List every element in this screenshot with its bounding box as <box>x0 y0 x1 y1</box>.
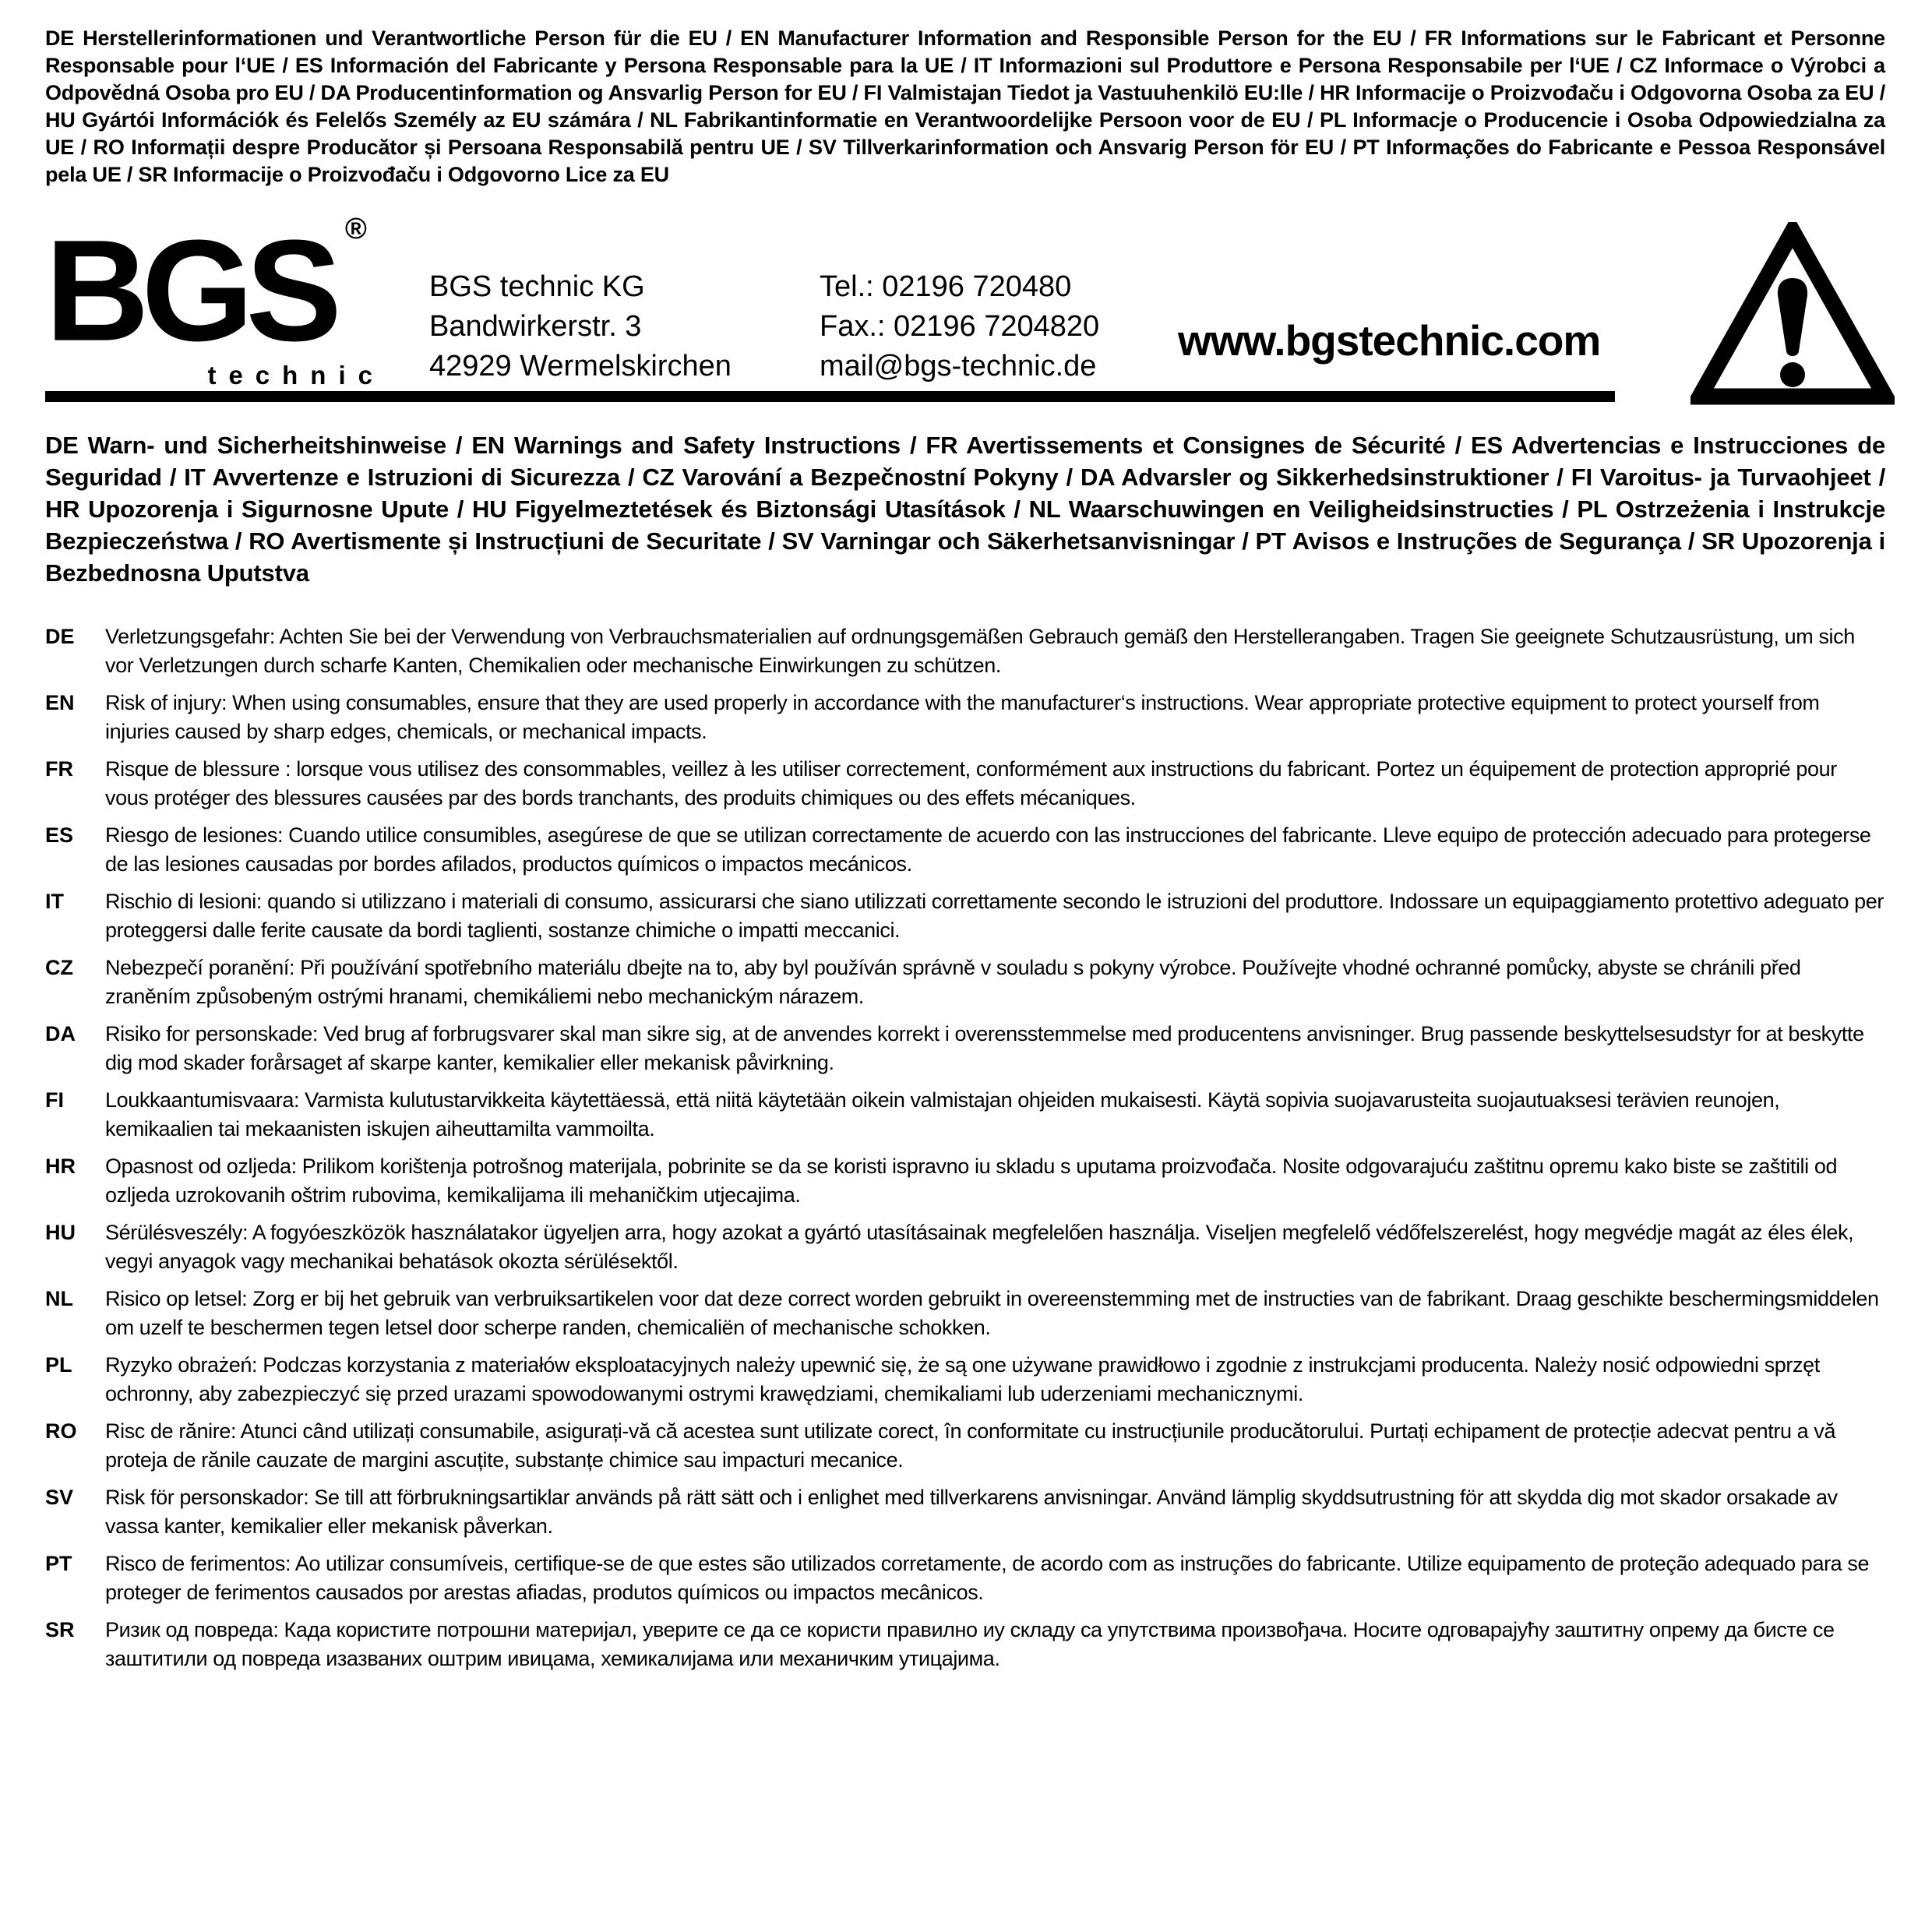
warning-row <box>45 1020 1885 1077</box>
warning-text: Ризик од повреда: Када користите потрошни материјал, уверите се да се користи правилно иу складу са упутствима произвођача. Носите одговарајућу заштитну опрему да бисте се заштитили од повреда изазваних оштрим ивицама, хемикалијама или механичким утицајима. <box>105 1618 1835 1670</box>
warning-row <box>45 954 1885 1011</box>
registered-trademark-icon: ® <box>344 213 367 245</box>
warning-text: Rischio di lesioni: quando si utilizzano i materiali di consumo, assicurarsi che siano utilizzati correttamente secondo le istruzioni del produttore. Indossare un equipaggiamento protettivo adeguato per proteggersi dalle ferite causate da bordi taglienti, sostanze chimiche o impatti meccanici. <box>105 890 1884 942</box>
warning-row <box>45 1549 1885 1607</box>
warning-text: Risk of injury: When using consumables, ensure that they are used properly in accordance with the manufacturer‘s instructions. Wear appropriate protective equipment to protect yourself from injuries caused by sharp edges, chemicals, or mechanical impacts. <box>105 691 1820 743</box>
company-website: www.bgstechnic.com <box>1178 316 1601 365</box>
brand-section <box>45 210 1885 406</box>
warning-language-code: PL <box>45 1353 72 1377</box>
warning-text: Risque de blessure : lorsque vous utilisez des consommables, veillez à les utiliser correctement, conformément aux instructions du fabricant. Portez un équipement de protection approprié pour vous protéger des blessures causées par des bords tranchants, des produits chimiques ou des effets mécaniques. <box>105 757 1837 809</box>
company-address <box>429 267 732 386</box>
manufacturer-header: DE Herstellerinformationen und Verantwortliche Person für die EU / EN Manufacturer Information and Responsible Person for the EU / FR Informations sur le Fabricant et Personne Responsable pour l‘UE / ES Información del Fabricante y Persona Responsable para la UE / IT Informazioni sul Produttore e Persona Responsabile per l‘UE / CZ Informace o Výrobci a Odpovědná Osoba pro EU / DA Producentinformation og Ansvarlig Person for EU / FI Valmistajan Tiedot ja Vastuuhenkilö EU:lle / HR Informacije o Proizvođaču i Odgovorna Osoba za EU / HU Gyártói Információk és Felelős Személy az EU számára / NL Fabrikantinformatie en Verantwoordelijke Persoon voor de EU / PL Informacje o Producencie i Osoba Odpowiedzialna za UE / RO Informații despre Producător și Persoana Responsabilă pentru UE / SV Tillverkarinformation och Ansvarig Person för EU / PT Informações do Fabricante e Pessoa Responsável pela UE / SR Informacije o Proizvođaču i Odgovorno Lice za EU <box>45 26 1885 186</box>
warning-language-code: CZ <box>45 956 73 979</box>
warning-text: Risk för personskador: Se till att förbrukningsartiklar används på rätt sätt och i enlighet med tillverkarens anvisningar. Använd lämplig skyddsutrustning för att skydda dig mot skador orsakade av vassa kanter, kemikalier eller mekanisk påverkan. <box>105 1486 1838 1538</box>
warning-row <box>45 689 1885 746</box>
warning-text: Riesgo de lesiones: Cuando utilice consumibles, asegúrese de que se utilizan correctamente de acuerdo con las instrucciones del fabricante. Lleve equipo de protección adecuado para protegerse de las lesiones causadas por bordes afilados, productos químicos o impactos mecánicos. <box>105 823 1871 876</box>
warning-text: Nebezpečí poranění: Při používání spotřebního materiálu dbejte na to, aby byl používán správně v souladu s pokyny výrobce. Používejte vhodné ochranné pomůcky, abyste se chránili před zraněním způsobeným ostrými hranami, chemikáliemi nebo mechanickým nárazem. <box>105 956 1801 1008</box>
warning-language-code: FI <box>45 1088 64 1112</box>
logo-brand-text: BGS <box>45 210 334 372</box>
warning-language-code: SR <box>45 1618 75 1641</box>
warning-language-code: DA <box>45 1022 76 1045</box>
logo-wordmark <box>45 210 372 372</box>
warning-language-code: ES <box>45 823 74 847</box>
warning-row <box>45 1483 1885 1541</box>
warning-text: Risc de rănire: Atunci când utilizați consumabile, asigurați-vă că acestea sunt utilizate corect, în conformitate cu instrucțiunile producătorului. Purtați echipament de protecție adecvat pentru a vă proteja de rănile cauzate de margini ascuțite, substanțe chimice sau impacturi mecanice. <box>105 1419 1836 1472</box>
warning-row <box>45 821 1885 879</box>
company-email: mail@bgs-technic.de <box>820 350 1097 383</box>
warning-row <box>45 1218 1885 1276</box>
company-contact <box>820 267 1099 386</box>
warning-text: Sérülésveszély: A fogyóeszközök használatakor ügyeljen arra, hogy azokat a gyártó utasításainak megfelelően használja. Viseljen megfelelő védőfelszerelést, hogy megvédje magát az éles élek, vegyi anyagok vagy mechanikai behatások okozta sérülésektől. <box>105 1221 1854 1273</box>
warning-text: Risiko for personskade: Ved brug af forbrugsvarer skal man sikre sig, at de anvendes korrekt i overensstemmelse med producentens anvisninger. Brug passende beskyttelsesudstyr for at beskytte dig mod skader forårsaget af skarpe kanter, kemikalier eller mekanisk påvirkning. <box>105 1022 1864 1074</box>
warning-text: Risco de ferimentos: Ao utilizar consumíveis, certifique-se de que estes são utilizados corretamente, de acordo com as instruções do fabricante. Utilize equipamento de proteção adequado para se proteger de ferimentos causados por arestas afiadas, produtos químicos ou impactos mecânicos. <box>105 1552 1870 1604</box>
warning-text: Verletzungsgefahr: Achten Sie bei der Verwendung von Verbrauchsmaterialien auf ordnungsgemäßen Gebrauch gemäß den Herstellerangaben. Tragen Sie geeignete Schutzausrüstung, um sich vor Verletzungen durch scharfe Kanten, Chemikalien oder mechanische Einwirkungen zu schützen. <box>105 625 1855 677</box>
warning-language-code: NL <box>45 1287 73 1310</box>
warning-language-code: HR <box>45 1155 76 1178</box>
warning-language-code: FR <box>45 757 73 781</box>
section-divider <box>45 391 1615 402</box>
warning-language-code: HU <box>45 1221 76 1244</box>
warning-row <box>45 622 1885 680</box>
warning-row <box>45 1152 1885 1210</box>
warning-text: Ryzyko obrażeń: Podczas korzystania z materiałów eksploatacyjnych należy upewnić się, że są one używane prawidłowo i zgodnie z instrukcjami producenta. Należy nosić odpowiedni sprzęt ochronny, aby zabezpieczyć się przed urazami spowodowanymi ostrymi krawędziami, chemikaliami lub uderzeniami mechanicznymi. <box>105 1353 1820 1405</box>
warning-row <box>45 1417 1885 1475</box>
warning-language-code: DE <box>45 625 75 648</box>
warning-language-code: SV <box>45 1486 74 1509</box>
warnings-list <box>45 622 1885 1673</box>
warning-row <box>45 1285 1885 1342</box>
warning-row <box>45 1086 1885 1144</box>
warning-text: Loukkaantumisvaara: Varmista kulutustarvikkeita käytettäessä, että niitä käytetään oikein valmistajan ohjeiden mukaisesti. Käytä sopivia suojavarusteita suojautuaksesi terävien reunojen, kemikaalien tai mekaanisten iskujen aiheuttamilta vammoilta. <box>105 1088 1780 1141</box>
warning-row <box>45 1351 1885 1408</box>
company-street: Bandwirkerstr. 3 <box>429 310 642 343</box>
company-phone: Tel.: 02196 720480 <box>820 270 1072 303</box>
company-name: BGS technic KG <box>429 270 645 303</box>
bgs-logo <box>45 210 385 390</box>
warning-triangle-icon <box>1690 222 1895 405</box>
company-fax: Fax.: 02196 7204820 <box>820 310 1100 343</box>
warning-text: Risico op letsel: Zorg er bij het gebruik van verbruiksartikelen voor dat deze correct worden gebruikt in overeenstemming met de instructies van de fabrikant. Draag geschikte beschermingsmiddelen om uzelf te beschermen tegen letsel door scherpe randen, chemicaliën of mechanische schokken. <box>105 1287 1879 1339</box>
warning-language-code: IT <box>45 890 64 913</box>
logo-subtitle: technic <box>207 360 385 390</box>
warning-row <box>45 755 1885 813</box>
warning-row <box>45 1616 1885 1673</box>
warning-row <box>45 887 1885 945</box>
company-city: 42929 Wermelskirchen <box>429 350 732 383</box>
warning-language-code: RO <box>45 1419 77 1443</box>
warning-text: Opasnost od ozljeda: Prilikom korištenja potrošnog materijala, pobrinite se da se koristi ispravno iu skladu s uputama proizvođača. Nosite odgovarajuću zaštitnu opremu kako biste se zaštitili od ozljeda uzrokovanih oštrim rubovima, kemikalijama ili mehaničkim utjecajima. <box>105 1155 1838 1207</box>
warning-language-code: PT <box>45 1552 72 1575</box>
safety-header: DE Warn- und Sicherheitshinweise / EN Warnings and Safety Instructions / FR Avertissements et Consignes de Sécurité / ES Advertencias e Instrucciones de Seguridad / IT Avvertenze e Istruzioni di Sicurezza / CZ Varování a Bezpečnostní Pokyny / DA Advarsler og Sikkerhedsinstruktioner / FI Varoitus- ja Turvaohjeet / HR Upozorenja i Sigurnosne Upute / HU Figyelmeztetések és Biztonsági Utasítások / NL Waarschuwingen en Veiligheidsinstructies / PL Ostrzeżenia i Instrukcje Bezpieczeństwa / RO Avertismente și Instrucțiuni de Securitate / SV Varningar och Säkerhetsanvisningar / PT Avisos e Instruções de Segurança / SR Upozorenja i Bezbednosna Uputstva <box>45 432 1885 587</box>
warning-language-code: EN <box>45 691 75 714</box>
